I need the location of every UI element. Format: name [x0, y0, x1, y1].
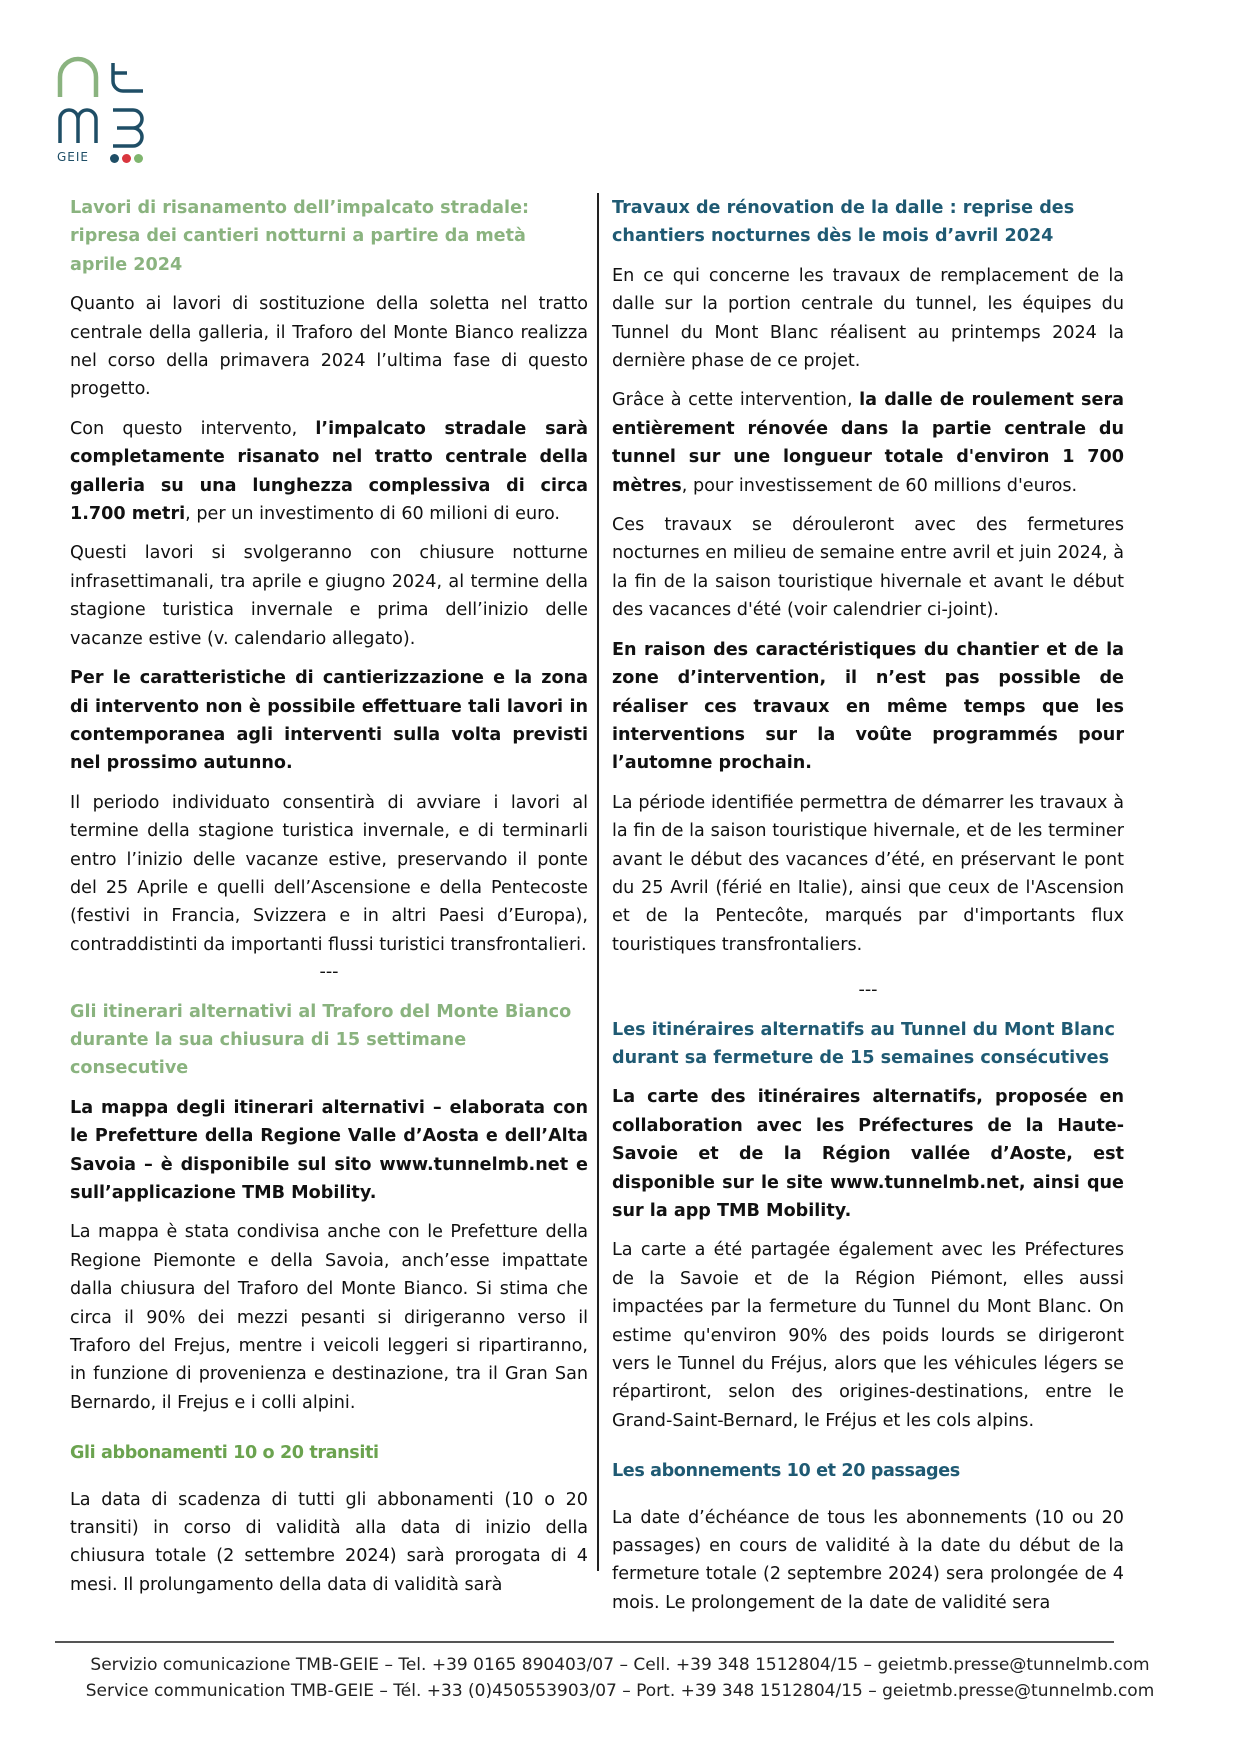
paragraph: La date d’échéance de tous les abonnements (10 ou 20 passages) en cours de validité à la date du début de la fermeture totale (2 septembre 2024) sera prolongée de 4 mois. Le prolongement de la date de validité sera — [612, 1507, 1124, 1613]
tmb-geie-logo — [55, 55, 155, 170]
paragraph-bold: La mappa degli itinerari alternativi – elaborata con le Prefetture della Regione Valle d’Aosta e dell’Alta Savoia – è disponibile sul sito www.tunnelmb.net e sull’applicazione TMB Mobility. — [70, 1097, 588, 1203]
heading-fr-itineraires: Les itinéraires alternatifs au Tunnel du Mont Blanc durant sa fermeture de 15 semaines consécutives — [612, 1019, 1115, 1068]
french-column — [612, 194, 1124, 1628]
paragraph: Ces travaux se dérouleront avec des fermetures nocturnes en milieu de semaine entre avril et juin 2024, à la fin de la saison touristique hivernale et avant le début des vacances d'été (voir calendrier ci-joint). — [612, 515, 1124, 621]
paragraph-bold: Per le caratteristiche di cantierizzazione e la zona di intervento non è possibile effettuare tali lavori in contemporanea agli interventi sulla volta previsti nel prossimo autunno. — [70, 668, 588, 774]
logo-dot-red-icon — [122, 154, 131, 163]
paragraph-bold: En raison des caractéristiques du chantier et de la zone d’intervention, il n’est pas possible de réaliser ces travaux en même temps que les interventions sur la voûte programmés pour l’automne prochain. — [612, 639, 1124, 774]
heading-it-lavori: Lavori di risanamento dell’impalcato stradale: ripresa dei cantieri notturni a partire da metà aprile 2024 — [70, 198, 530, 275]
paragraph: Questi lavori si svolgeranno con chiusure notturne infrasettimanali, tra aprile e giugno 2024, al termine della stagione turistica invernale e prima dell’inizio delle vacanze estive (v. calendario allegato). — [70, 543, 588, 649]
paragraph: Il periodo individuato consentirà di avviare i lavori al termine della stagione turistica invernale, e di terminarli entro l’inizio delle vacanze estive, preservando il ponte del 25 Aprile e quelli dell’Ascensione e della Pentecoste (festivi in Francia, Svizzera e in altri Paesi d’Europa), contraddistinti da importanti flussi turistici transfrontalieri. — [70, 792, 588, 955]
footer-line-french: Service communication TMB-GEIE – Tél. +33 (0)450553903/07 – Port. +39 348 1512804/15 – geietmb.presse@tunnelmb.com — [85, 1681, 1155, 1701]
column-divider — [597, 193, 599, 1571]
heading-fr-abonnements: Les abonnements 10 et 20 passages — [612, 1461, 960, 1482]
footer-line-italian: Servizio comunicazione TMB-GEIE – Tel. +39 0165 890403/07 – Cell. +39 348 1512804/15 – geietmb.presse@tunnelmb.com — [90, 1655, 1150, 1675]
paragraph: En ce qui concerne les travaux de remplacement de la dalle sur la portion centrale du tunnel, les équipes du Tunnel du Mont Blanc réalisent au printemps 2024 la dernière phase de ce projet. — [612, 265, 1124, 372]
paragraph: La mappa è stata condivisa anche con le Prefetture della Regione Piemonte e della Savoia, anch’esse impattate dalla chiusura del Traforo del Monte Bianco. Si stima che circa il 90% dei mezzi pesanti si dirigeranno verso il Traforo del Frejus, mentre i veicoli leggeri si ripartiranno, in funzione di provenienza e destinazione, tra il Gran San Bernardo, il Frejus e i colli alpini. — [70, 1222, 588, 1413]
paragraph: La data di scadenza di tutti gli abbonamenti (10 o 20 transiti) in corso di validità alla data di inizio della chiusura totale (2 settembre 2024) sarà prorogata di 4 mesi. Il prolungamento della data di validità sarà — [70, 1489, 588, 1595]
heading-it-itinerari: Gli itinerari alternativi al Traforo del Monte Bianco durante la sua chiusura di 15 settimane consecutive — [70, 1001, 572, 1079]
section-separator: --- — [319, 962, 339, 983]
paragraph: Grâce à cette intervention, la dalle de roulement sera entièrement rénovée dans la partie centrale du tunnel sur une longueur totale d'environ 1 700 mètres, pour investissement de 60 millions d'euros. — [612, 390, 1125, 496]
paragraph: La carte a été partagée également avec les Préfectures de la Savoie et de la Région Piémont, elles aussi impactées par la fermeture du Tunnel du Mont Blanc. On estime qu'environ 90% des poids lourds se dirigeront vers le Tunnel du Fréjus, alors que les véhicules légers se répartiront, selon des origines-destinations, entre le Grand-Saint-Bernard, le Fréjus et les cols alpins. — [612, 1240, 1124, 1431]
heading-it-abbonamenti: Gli abbonamenti 10 o 20 transiti — [70, 1443, 379, 1464]
paragraph-bold: La carte des itinéraires alternatifs, proposée en collaboration avec les Préfectures de la Haute-Savoie et de la Région vallée d’Aoste, est disponible sur le site www.tunnelmb.net, ainsi que sur la app TMB Mobility. — [612, 1087, 1124, 1221]
logo-mark-icon — [55, 55, 155, 150]
italian-column — [70, 194, 588, 1610]
footer-divider — [55, 1641, 1114, 1643]
heading-fr-travaux: Travaux de rénovation de la dalle : reprise des chantiers nocturnes dès le mois d’avril 2024 — [612, 198, 1075, 247]
footer-contacts — [55, 1652, 1185, 1704]
logo-dot-blue-icon — [110, 154, 119, 163]
paragraph: Con questo intervento, l’impalcato stradale sarà completamente risanato nel tratto centrale della galleria su una lunghezza complessiva di circa 1.700 metri, per un investimento di 60 milioni di euro. — [70, 418, 588, 525]
logo-geie-text: GEIE — [57, 150, 90, 164]
paragraph: Quanto ai lavori di sostituzione della soletta nel tratto centrale della galleria, il Traforo del Monte Bianco realizza nel corso della primavera 2024 l’ultima fase di questo progetto. — [70, 294, 588, 400]
paragraph: La période identifiée permettra de démarrer les travaux à la fin de la saison touristique hivernale, et de les terminer avant le début des vacances d’été, en préservant le pont du 25 Avril (férié en Italie), ainsi que ceux de l'Ascension et de la Pentecôte, marqués par d'importants flux touristiques transfrontaliers. — [612, 792, 1124, 955]
section-separator: --- — [858, 980, 878, 1001]
logo-dot-green-icon — [134, 154, 143, 163]
